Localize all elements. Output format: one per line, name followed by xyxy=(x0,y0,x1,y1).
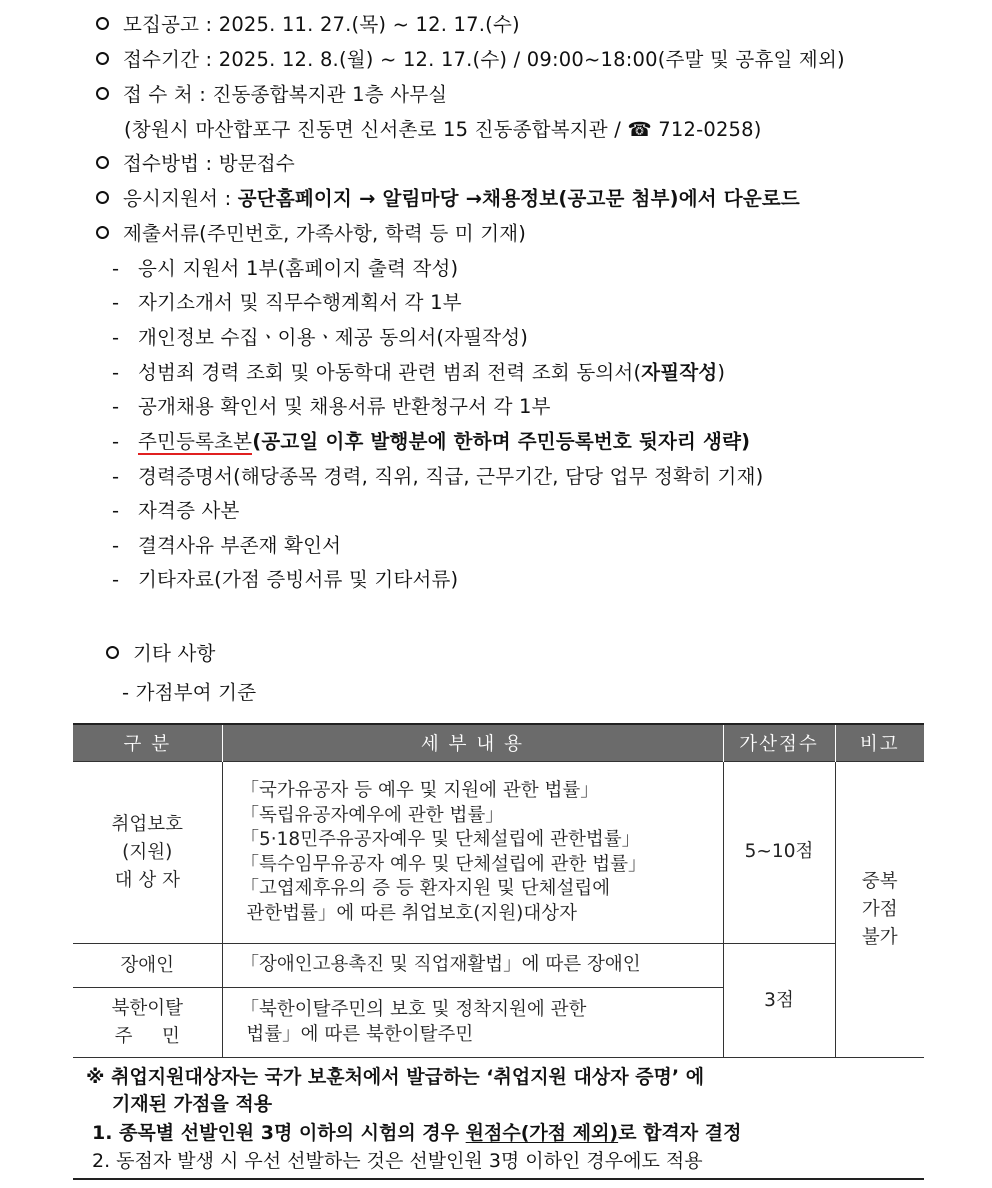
header-details: 세 부 내 용 xyxy=(222,724,723,762)
application-period-line: 접수기간 : 2025. 12. 8.(월) ~ 12. 17.(수) / 09:00~18:00(주말 및 공휴일 제외) xyxy=(96,47,845,73)
circle-bullet-icon xyxy=(96,226,109,239)
doc-item: - 자기소개서 및 직무수행계획서 각 1부 xyxy=(112,291,462,314)
category-cell: 북한이탈 주 민 xyxy=(73,988,222,1058)
resident-registration-abstract: 주민등록초본 xyxy=(138,430,253,453)
doc-item: - 경력증명서(해당종목 경력, 직위, 직급, 근무기간, 담당 업무 정확히 기재) xyxy=(112,465,764,488)
detail-cell: 「장애인고용촉진 및 직업재활법」에 따른 장애인 xyxy=(222,944,723,988)
bottom-divider xyxy=(73,1178,924,1180)
bonus-points-table xyxy=(73,723,924,1058)
submission-docs-line: 제출서류(주민번호, 가족사항, 학력 등 미 기재) xyxy=(96,221,526,247)
doc-item: - 결격사유 부존재 확인서 xyxy=(112,534,342,557)
application-method-line: 접수방법 : 방문접수 xyxy=(96,151,295,177)
doc-item: - 공개채용 확인서 및 채용서류 반환청구서 각 1부 xyxy=(112,395,551,418)
circle-bullet-icon xyxy=(96,52,109,65)
score-cell: 5~10점 xyxy=(723,762,835,944)
application-address-line: (창원시 마산합포구 진동면 신서촌로 15 진동종합복지관 / ☎ 712-0258) xyxy=(124,118,762,141)
doc-item: - 성범죄 경력 조회 및 아동학대 관련 범죄 전력 조회 동의서(자필작성) xyxy=(112,361,726,384)
table-row xyxy=(73,944,924,988)
bonus-criteria-subheading: - 가점부여 기준 xyxy=(122,681,257,704)
circle-bullet-icon xyxy=(106,646,119,659)
header-category: 구 분 xyxy=(73,724,222,762)
note-employment-support: ※ 취업지원대상자는 국가 보훈처에서 발급하는 ‘취업지원 대상자 증명’ 에 xyxy=(86,1066,705,1088)
recruit-notice-line: 모집공고 : 2025. 11. 27.(목) ~ 12. 17.(수) xyxy=(96,12,520,38)
doc-item: - 기타자료(가점 증빙서류 및 기타서류) xyxy=(112,568,459,591)
category-cell: 장애인 xyxy=(73,944,222,988)
detail-cell: 「북한이탈주민의 보호 및 정착지원에 관한 법률」에 따른 북한이탈주민 xyxy=(222,988,723,1058)
note-rule-2: 2. 동점자 발생 시 우선 선발하는 것은 선발인원 3명 이하인 경우에도 적용 xyxy=(92,1150,703,1172)
doc-item: - 주민등록초본(공고일 이후 발행분에 한하며 주민등록번호 뒷자리 생략) xyxy=(112,430,751,453)
other-matters-heading: 기타 사항 xyxy=(106,641,216,667)
application-form-line: 응시지원서 : 공단홈페이지 → 알림마당 →채용정보(공고문 첨부)에서 다운로드 xyxy=(96,186,800,212)
circle-bullet-icon xyxy=(96,156,109,169)
score-cell: 3점 xyxy=(723,944,835,1058)
detail-cell: 「국가유공자 등 예우 및 지원에 관한 법률」 「독립유공자예우에 관한 법률」 「5·18민주유공자예우 및 단체설립에 관한법률」 「특수임무유공자 예우 및 단체설립에 관한 법률」 「고엽제후유의 증 등 환자지원 및 단체설립에 관한법률」에 따른 취업보호(지원)대상자 xyxy=(222,762,723,944)
application-place-line: 접 수 처 : 진동종합복지관 1층 사무실 xyxy=(96,82,447,108)
note-employment-support-cont: 기재된 가점을 적용 xyxy=(112,1093,273,1115)
remark-cell: 중복 가점 불가 xyxy=(835,762,924,1058)
circle-bullet-icon xyxy=(96,87,109,100)
doc-item: - 응시 지원서 1부(홈페이지 출력 작성) xyxy=(112,257,459,280)
doc-item: - 개인정보 수집ㆍ이용ㆍ제공 동의서(자필작성) xyxy=(112,326,529,349)
circle-bullet-icon xyxy=(96,17,109,30)
table-row xyxy=(73,762,924,944)
header-remark: 비고 xyxy=(835,724,924,762)
doc-item: - 자격증 사본 xyxy=(112,499,240,522)
circle-bullet-icon xyxy=(96,191,109,204)
header-score: 가산점수 xyxy=(723,724,835,762)
category-cell: 취업보호 (지원) 대 상 자 xyxy=(73,762,222,944)
note-rule-1: 1. 종목별 선발인원 3명 이하의 시험의 경우 원점수(가점 제외)로 합격자 결정 xyxy=(92,1122,742,1144)
